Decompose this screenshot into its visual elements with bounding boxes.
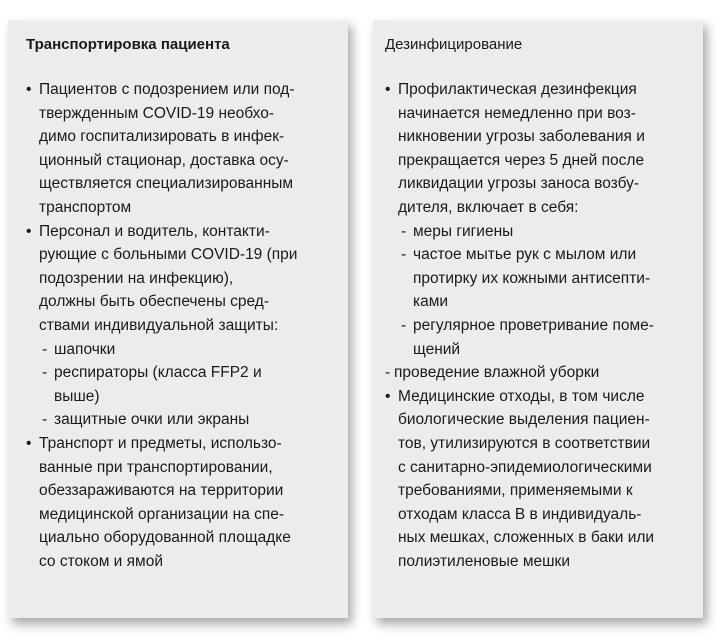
dash-marker: - (42, 340, 48, 358)
sub-item (26, 408, 334, 432)
sub-item (26, 361, 334, 408)
dash-marker: - (401, 316, 407, 334)
transport-panel-body (26, 78, 334, 573)
item-text: респираторы (класса FFP2 и выше) (54, 364, 262, 405)
dash-marker: - (385, 364, 391, 382)
item-text: меры гигиены (413, 222, 514, 240)
bullet-marker: • (26, 434, 32, 452)
disinfection-panel-title: Дезинфицирование (385, 36, 523, 53)
disinfection-panel (373, 20, 703, 618)
item-text: проведение влажной уборки (394, 364, 600, 382)
sub-item (385, 314, 689, 361)
bullet-item (26, 220, 334, 338)
transport-panel (8, 20, 348, 618)
sub-item (385, 220, 689, 244)
bullet-item (385, 78, 689, 220)
bullet-marker: • (26, 81, 32, 98)
dash-marker: - (401, 246, 407, 264)
item-text: защитные очки или экраны (54, 411, 250, 429)
dash-marker: - (42, 411, 48, 429)
dash-marker: - (401, 222, 407, 240)
item-text: Пациентов с подозрением или под- твержденным COVID-19 необхо- димо госпитализировать в инфек- ционный стационар, доставка осу- ществляется специализированным транспортом (39, 81, 295, 216)
item-text: Транспорт и предметы, использо- ванные при транспортировании, обеззараживаются на территории медицинской организации на спе- циально оборудованной площадке со стоком и ямой (39, 434, 291, 570)
item-text: частое мытье рук с мылом или протирку их кожными антисепти- ками (413, 246, 651, 311)
disinfection-panel-body (385, 78, 689, 573)
bullet-item (26, 78, 334, 220)
item-text: Медицинские отходы, в том числе биологические выделения пациен- тов, утилизируются в соответствии с санитарно-эпидемиологическими требованиями, применяемыми к отходам класса В в индивидуаль- ных мешках, сложенных в баки или полиэтиленовые мешки (398, 387, 655, 570)
dash-item (385, 361, 689, 385)
item-text: Персонал и водитель, контакти- рующие с больными COVID-19 (при подозрении на инфекцию), должны быть обеспечены сред- ствами индивидуальной защиты: (39, 222, 298, 334)
transport-panel-title: Транспортировка пациента (26, 36, 230, 53)
item-text: шапочки (54, 340, 116, 358)
bullet-item (26, 432, 334, 574)
sub-item (385, 243, 689, 314)
item-text: Профилактическая дезинфекция начинается немедленно при воз- никновении угрозы заболевания и прекращается через 5 дней после ликвидации угрозы заноса возбу- дителя, включает в себя: (398, 81, 645, 216)
sub-item (26, 338, 334, 362)
bullet-marker: • (385, 81, 391, 98)
item-text: регулярное проветривание поме- щений (413, 316, 654, 358)
bullet-marker: • (385, 387, 391, 405)
bullet-item (385, 385, 689, 574)
dash-marker: - (42, 364, 48, 382)
bullet-marker: • (26, 222, 32, 240)
